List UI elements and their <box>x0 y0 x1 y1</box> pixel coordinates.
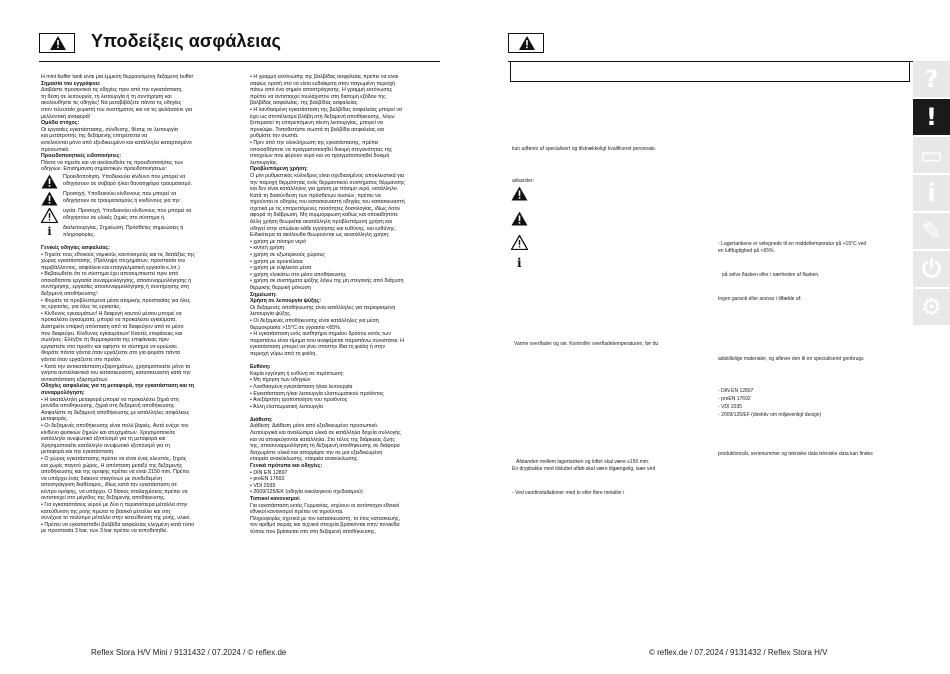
tab-help-icon: ? <box>924 65 939 93</box>
text-line: • Η γραμμή εκτόνωσης της βαλβίδας ασφαλείας πρέπει να είναι <box>250 74 399 80</box>
text-line: Οδηγίες ασφαλείας για τη μεταφορά, την εγκατάσταση και τη <box>41 383 194 390</box>
right-page <box>475 0 950 674</box>
tab-info[interactable] <box>913 175 950 211</box>
info-box <box>510 61 910 82</box>
text-line: • Κατά την αντικατάσταση εξαρτημάτων, χρησιμοποιείτε μόνο τα <box>41 363 191 370</box>
tab-settings-icon: ⚙ <box>920 293 943 321</box>
text-line: χώρας εγκατάστασης. (Πρόληψη ατυχημάτων, προστασία του <box>41 258 186 265</box>
text-line: αποστράγγιση διαθέσιμος, ιδίως κατά την εγκατάσταση σε <box>41 482 177 489</box>
text-line: συνέχεια το πολύτιμο μέταλλο στην κατεύθυνση της ροής, υλικό. <box>41 515 191 522</box>
text-line: πρέπει να αντιστοιχεί τουλάχιστον στη διατομή εξόδου της <box>250 93 386 100</box>
text-line: Σημείωση: <box>250 291 277 298</box>
warning-triangle-icon <box>41 174 58 189</box>
text-line: Η mini buffer tank είναι μια έμμεση θερμαινόμενη δεξαμενή buffer <box>41 74 194 80</box>
text-line: • Πρέπει να εγκατασταθεί βαλβίδα ασφαλείας ελεγμένη κατά τύπο <box>41 521 195 528</box>
text-line: Τοπικοί κανονισμοί: <box>250 496 301 502</box>
text-line: κίνδυνο φυσικών ζημιών και ατυχημάτων. Χρησιμοποιείτε <box>41 429 176 436</box>
text-line: Γενικά πρότυπα και οδηγίες: <box>250 463 323 470</box>
text-line: παραπάνω είναι τίμημα που αναφέρεται παραπάνω συνιστάται. Η <box>250 337 404 344</box>
text-line: γάντια όταν εργάζεστε στο προϊόν. <box>41 357 122 363</box>
text-line: μεταφορά και την εγκατάσταση. <box>41 449 115 456</box>
text-line: Χρησιμοποιείτε κατάλληλο ανυψωτικό εξοπλισμό για τη <box>41 442 170 449</box>
text-fragment: adskillelige materialer, og aflever den til en specialiseret genbrugs <box>718 356 864 362</box>
text-fragment: en luftfugtighed på <65%. <box>718 248 775 254</box>
text-line: εργαστείτε στο προϊόν και αφήστε το σύστημα να κρυώσει. <box>41 343 179 350</box>
text-line: • 2009/125/ΕΚ (οδηγία οικολογικού σχεδιασμού) <box>250 489 363 496</box>
text-line: • Η λανθασμένη εγκατάσταση της βαλβίδας ασφαλείας μπορεί να <box>250 106 402 113</box>
text-line: τύπου που βρίσκεται στο στη δεξαμενή αποθήκευσης. <box>250 528 377 535</box>
text-line: σχετικά με τις επιτρεπόμενες ποσότητες δοσολογίας, ιδίως όσον <box>250 205 401 212</box>
hazard-row <box>41 208 246 223</box>
text-line: Κατά τη διασύνδεση των πρόσθετων ουσιών, πρέπει να <box>250 192 381 199</box>
text-line: • Λανθασμένη εγκατάσταση ή/και λειτουργία <box>250 383 353 390</box>
text-fragment: Afstanden mellem lagertanken og loftet skal være ≥150 mm. <box>516 459 650 465</box>
text-line: στοιχείων που φέρουν νερό και να πραγματοποιηθεί δοκιμή <box>250 153 390 160</box>
text-line: • χρήση σε συστήματα ψύξης λόγω της μη στεγανής από διάχυση <box>250 278 404 285</box>
footer: Reflex Stora H/V Mini / 9131432 / 07.2024 / © reflex.de <box>91 648 287 657</box>
hazard-text: πληροφορίες. <box>63 231 96 238</box>
tab-power[interactable] <box>913 251 950 287</box>
text-line: • Για εγκαταστάσεις νερού με δύο ή περισσότερα μέταλλα στην <box>41 502 188 509</box>
tab-help[interactable] <box>913 61 950 97</box>
tab-storage[interactable] <box>913 137 950 173</box>
text-line: τις εργασίες, για όλες τις εργασίες. <box>41 304 122 311</box>
right-column <box>250 74 445 634</box>
text-line: Ευθύνη: <box>250 364 271 371</box>
text-line: Διάθεση: <box>250 416 273 423</box>
text-line: αποθήκευσης και της οροφής πρέπει να είναι 2150 mm. Πρέπει <box>41 469 190 476</box>
text-line: που διαφεύγει. Κίνδυνος εγκαυμάτων! Καυτές επιφάνειες και <box>41 330 183 337</box>
text-line: κέντρο ορόφης, να υπάρχει. Ο δίσκος σταλαγμίσκος πρέπει να <box>41 488 188 495</box>
caution-triangle-icon <box>511 211 528 231</box>
text-line: ρυθμίστε την σωστά. <box>250 133 299 140</box>
text-line: ξεπερασεί τη επιτρεπόμενη πίεση λειτουργίας, μπορεί να <box>250 120 383 127</box>
text-line: εκτελούνται μόνο από εξειδικευμένο και κατάλληλα καταρτισμένο <box>41 139 192 146</box>
text-fragment: ◦ Ved vandinstallationer med to eller flere metaller i <box>512 490 625 496</box>
text-line: αντιστοιχεί στο μέγεθος της δεξαμενής αποθήκευσης. <box>41 495 166 502</box>
text-fragment: på selve flasken eller i nærheden af flasken. <box>722 272 820 278</box>
text-line: Φοράτε πάντα γάντια όταν εργάζεστε στο για φοράτε πάντα <box>41 350 181 357</box>
text-line: Καμία εγγύηση ή ευθύνη σε περίπτωση: <box>250 370 344 377</box>
text-line: Διάθεση: Διάθεση μόνο από εξειδικευμένο προσωπικό. <box>250 423 379 430</box>
text-line: να υπάρχει ένας διάκενο σταγόνων με συνδεδεμένη <box>41 475 163 482</box>
text-line: μονάδα αποθήκευσης, ζημιά στη δεξαμενή αποθήκευσης. <box>41 403 176 410</box>
text-line: και μετατροπής της δεξαμενής επιτρέπεται να <box>41 133 148 140</box>
text-line: οποιαδήποτε εργασία συναρμολόγησης, αποσυναρμολόγησης ή <box>41 277 192 284</box>
text-line: • Βεβαιωθείτε ότι το σύστημα έχει αποσυμπιεστεί πριν από <box>41 271 179 278</box>
text-fragment: ◦ Lagertankene er velegnede til en middeltemperatur på >15°C ved <box>718 241 867 247</box>
tab-safety[interactable] <box>913 99 950 135</box>
text-line: • VDI 2035 <box>250 482 276 489</box>
text-line: • χρήση με πόσιμο νερό <box>250 238 307 245</box>
text-line: σωλήνες: Ελέγξτε τη θερμοκρασία της επιφάνειας πριν <box>41 337 169 344</box>
text-line: συναρμολόγηση: <box>41 389 85 396</box>
warning-header-icon <box>39 33 75 53</box>
text-line <box>250 410 445 417</box>
footer: © reflex.de / 07.2024 / 9131432 / Reflex Stora H/V <box>649 648 828 657</box>
text-line: οδηγεί στην απώλεια κάθε εγγύησης και ευθύνης. και ευθύνης. <box>250 225 396 232</box>
tab-safety-icon: ! <box>926 103 937 131</box>
text-line: προσωπικό. <box>41 146 70 153</box>
hazard-text: οδηγήσουν σε σοβαρό ή/και θανατηφόρο τραυματισμό. <box>63 180 192 187</box>
hazard-text: οδηγήσουν σε υλικές ζημιές στο σύστημα ή. <box>63 214 166 221</box>
warning-triangle-icon <box>511 186 528 206</box>
text-line: • Κίνδυνος εγκαυμάτων! Η διαφυγή καυτού μέσου μπορεί να <box>41 310 182 317</box>
text-fragment: ◦ DIN EN 12897 <box>718 388 754 394</box>
text-line: • χρήση με αρυκτέλαια <box>250 258 303 265</box>
text-line: προκαλέσει εγκαύματα, μπορεί να προκαλέσει εγκαύματα. <box>41 317 177 324</box>
page-title: Υποδείξεις ασφάλειας <box>91 31 281 51</box>
text-line: και να αποφεύγονται κατάλληλα. Στο τέλος της διάρκειας ζωής <box>250 436 395 443</box>
text-line: τον αριθμό σειράς και τεχνικά στοιχεία βρίσκονται στην πινακίδα <box>250 522 400 529</box>
text-fragment: ◦ 2009/125/EF (direktiv om miljøvenligt design) <box>718 412 822 418</box>
text-line: • Μη τήρηση των οδηγιών <box>250 377 311 384</box>
text-line: και δεν είναι κατάλληλος για χρήση με πόσιμο νερό. κατάλληλο. <box>250 186 399 193</box>
text-line: στον τελευταίο χειριστή του συστήματος και να τις φυλάσσετε για <box>41 106 193 113</box>
info-icon: i <box>517 256 522 270</box>
text-line: μεταφοράς. <box>41 416 68 423</box>
text-line: σαφώς ορατή στο να είναι ευδιάκριτη στην παγωμένη περιοχή <box>250 80 396 87</box>
text-line: βαλβίδας ασφαλείας. της βαλβίδας ασφαλείας. <box>250 100 359 107</box>
text-line: • preEN 17692 <box>250 476 285 483</box>
text-line: ακολουθήστε τις οδηγίες! Να μεταβιβάζετε πάντα τις οδηγίες <box>41 100 182 107</box>
text-line: τη θέση σε λειτουργία, τη λειτουργία ή τη συντήρηση και <box>41 93 172 100</box>
text-line: κατάλληλο ανυψωτικό εξοπλισμό για τη μεταφορά και <box>41 436 166 443</box>
text-line: Σημασία του εγγράφου: <box>41 80 101 87</box>
text-line: Διαβάστε προσεκτικά τις οδηγίες πριν από την εγκατάσταση, <box>41 87 183 94</box>
text-line: άλλη χρήση θεωρείται ακατάλληλη προβλεπόμενη χρήση και <box>250 219 393 226</box>
text-line: αφορά τη διάβρωση. Μη συμμόρφωση καθώς και οποιαδήποτε <box>250 212 398 219</box>
text-line: Χρήση σε λειτουργία ψύξης: <box>250 298 322 305</box>
text-line: την παροχή θερμότητας ενός θερμαντικού συστήματος θέρμανσης <box>250 179 405 186</box>
text-line: οδηγιών. Επισήμανση σημαντικών προειδοποιήσεων: <box>41 166 168 173</box>
text-line: Ο μίνι ρυθμιστικός κύλινδρος είναι σχεδιασμένος αποκλειστικά για <box>250 172 405 179</box>
text-line: • Οι δεξαμενές αποθήκευσης είναι κατάλληλες για μέση <box>250 317 379 324</box>
text-line: Ασφαλίστε τη δεξαμενή αποθήκευσης με κατάλληλες ασφάλειες <box>41 409 190 416</box>
header-rule <box>39 61 440 62</box>
text-line: Προβλεπόμενη χρήση: <box>250 166 308 173</box>
text-fragment: ◦ VDI 2035 <box>718 404 743 410</box>
text-line: έχει ως αποτέλεσμα βλάβη στη δεξαμενή αποθήκευσης, λόγω <box>250 113 395 120</box>
hazard-text: διαλειτουργίας. Σημείωση. Πρόσθετες σημειώσεις ή <box>63 224 184 231</box>
text-line: • Η ακατάλληλη μεταφορά μπορεί να προκαλέσει ζημιά στη <box>41 396 179 403</box>
text-line: Ειδικότερα τα ακόλουθα θεωρούνται ως ακατάλληλη χρήση: <box>250 232 390 239</box>
text-line: Διατηρείτε επαρκή απόσταση από τα διαφεύγον από το μέσο <box>41 324 184 331</box>
left-column <box>41 74 246 634</box>
text-fragment: produktionsår, serienummer og tekniske data tekniske data kan findes <box>718 451 873 457</box>
text-line: Για εγκατάσταση εκτός Γερμανίας, ισχύουν οι αντίστοιχοι εθνικοί <box>250 502 400 509</box>
text-line: τηρούνται οι οδηγίες του κατασκευαστή οδηγίες του κατασκευαστή <box>250 199 405 206</box>
warning-header-icon <box>508 33 544 53</box>
text-line: Πάντα να τηρείτε και να ακολουθείτε τις προειδοποιήσεις των <box>41 159 184 166</box>
text-line: • χρήση νλοκάτω στο μέσο αποθήκευσης <box>250 271 347 278</box>
text-line: λειτουργίας. <box>250 159 278 166</box>
tab-power-icon: ⏻ <box>922 255 941 283</box>
info-icon: i <box>47 225 52 239</box>
hazard-row <box>41 191 246 206</box>
text-line: • Πριν από την ολοκλήρωση της εγκατάστασης, πρέπει <box>250 139 379 146</box>
caution-triangle-icon <box>41 191 58 206</box>
text-line: περιβάλλοντος, ασφάλεια και επαγγελματική εργασία κ.λπ.) <box>41 264 180 271</box>
text-line: οποιοσδήποτε να πραγματοποιηθεί δοκιμή στεγανότητας της <box>250 146 393 153</box>
text-line: εταιρεία ανακύκλωσης. εταιρεία ανακύκλωσης. <box>250 456 359 463</box>
text-line: περιοχή γύρω από τη φιάλη. <box>250 350 317 357</box>
exclamation-icon <box>511 235 528 255</box>
hazard-row <box>41 225 246 240</box>
tab-settings[interactable] <box>913 289 950 325</box>
text-fragment: kun udføres af specialisert og tilstrækkeligt kvalificeret personale. <box>512 146 657 152</box>
text-line: • Ανεξάρτητη τροποποίηση του προϊόντος <box>250 397 348 404</box>
text-fragment: En drypbakke med tilsluttet afløb skal være tilgængelig, især ved <box>512 466 656 472</box>
tab-storage-icon: ▭ <box>920 141 943 169</box>
tab-tools-icon: ✎ <box>921 217 942 245</box>
text-line: • Τηρείτε τους εθνικούς νομικούς κανονισμούς και τις διατάξεις της <box>41 251 195 258</box>
text-line: συντήρησης, εργασίες αποσυναρμολόγησης ή συντήρησης στη <box>41 284 189 291</box>
text-line: Ομάδα στόχος: <box>41 120 80 127</box>
text-line: αντικατάσταση εξαρτημάτων. <box>41 376 109 383</box>
text-line: πάνω από ένα σημείο αποστράγγισης. Η γραμμή εκτόνωσης <box>250 87 393 94</box>
text-line: και χωρίς παγετό χώρος. Η απόσταση μεταξύ της δεξαμενής <box>41 462 183 469</box>
text-line: • Ο χώρος εγκατάστασης πρέπει να είναι ένας κλειστός, ξηρός <box>41 455 187 462</box>
text-fragment: ◦ preEN 17692 <box>718 396 751 402</box>
text-fragment: Ingen garanti eller ansvar i tilfælde af: <box>718 296 802 302</box>
text-line: • Η εγκατάσταση ενός αισθητήρα σημείου δρόσου εκτός των <box>250 331 391 338</box>
hazard-text: Προειδοποίηση. Υποδεικνύει κίνδυνο που μπορεί να <box>63 173 186 180</box>
text-line: Γενικές οδηγίες ασφαλείας: <box>41 244 111 251</box>
text-line: • χρήση σε εξωτερικούς χώρους <box>250 252 325 259</box>
hazard-text: οδηγήσουν σε τραυματισμούς ή κινδύνους για την <box>63 197 180 204</box>
hazard-row <box>41 174 246 189</box>
text-line: γνήσια ανταλλακτικά του κατασκευαστή, κατασκευαστή κατά την <box>41 370 191 377</box>
text-line: • Οι δεξαμενές αποθήκευσης είναι πολύ βαριές. Αυτό ενέχει τον <box>41 422 189 429</box>
text-line: Προειδοποιητικές ειδοποιήσεις: <box>41 153 122 160</box>
text-line: • Φοράτε τα προβλεπόμενα μέσα ατομικής προστασίας για όλες <box>41 297 191 304</box>
hazard-text: υγεία. Προσοχή. Υποδεικνύει κίνδυνους που μπορεί να <box>63 207 192 214</box>
tab-tools[interactable] <box>913 213 950 249</box>
text-line: δεξαμενή αποθήκευσης! <box>41 291 98 298</box>
text-line: Οι εργασίες εγκατάστασης, σύνδεσης, θέσης σε λειτουργία <box>41 126 178 133</box>
text-line: • DIN EN 12897 <box>250 469 288 476</box>
text-line: Οι δεξαμενές αποθήκευσης είναι κατάλληλες για περιορισμένη <box>250 304 396 311</box>
text-line: διαχωρίστε υλικά και απορρίψτε την σε μια εξειδικευμένη <box>250 449 383 456</box>
text-line: • Εγκατάσταση ή/και λειτουργία ελαττωματικού προϊόντος <box>250 390 384 397</box>
text-fragment: Varme overflader og rør. Kontrollér overfladetemperaturen, før du <box>514 341 659 347</box>
text-fragment: advarsler: <box>512 178 534 184</box>
text-line: εγκατάσταση μπορεί να γίνει στοστην ίδια τη φιάλη ή στην <box>250 344 386 351</box>
text-line <box>250 358 445 365</box>
text-line: εθνικοί κανονισμοί πρέπει να τηρούνται. <box>250 509 344 516</box>
text-line: Πληροφορίες σχετικά με τον κατασκευαστή, το έτος κατασκευής, <box>250 515 400 522</box>
text-line: • χρήση με εύφλεκτα μέσα <box>250 265 312 272</box>
tab-info-icon: i <box>927 179 936 207</box>
text-line: • Άλλη ελαττωματική λειτουργία <box>250 403 323 410</box>
text-line: κατεύθυνση της ροής πρώτα το βασικό μέταλλο και στη <box>41 508 171 515</box>
text-line: μελλοντική αναφορά! <box>41 113 91 120</box>
text-line: Λειτουργικά και αναλώσιμα υλικά σε κατάλληλα δοχεία συλλογής <box>250 430 401 437</box>
text-line: • κινητή χρήση <box>250 245 285 252</box>
text-line: της, αποσυναρμολόγηση τη δεξαμενή αποθήκευσης σε διάφορα <box>250 443 400 450</box>
text-line: προκύψει. Τοποθετήστε σωστά τη βαλβίδα ασφαλείας και <box>250 126 385 133</box>
text-line: με προστασία 3 bar, των 3 bar πρέπει να τοποθετηθεί. <box>41 528 168 535</box>
text-line: λειτουργία ψύξης. <box>250 311 292 318</box>
hazard-text: Προσοχή. Υποδεικνύει κίνδυνους που μπορεί να <box>63 190 177 197</box>
text-line: θερμικής θερμική μόνωση <box>250 285 311 291</box>
exclamation-icon <box>41 208 58 223</box>
text-line: θερμοκρασία >15°C σε υγρασία <65%. <box>250 324 342 331</box>
